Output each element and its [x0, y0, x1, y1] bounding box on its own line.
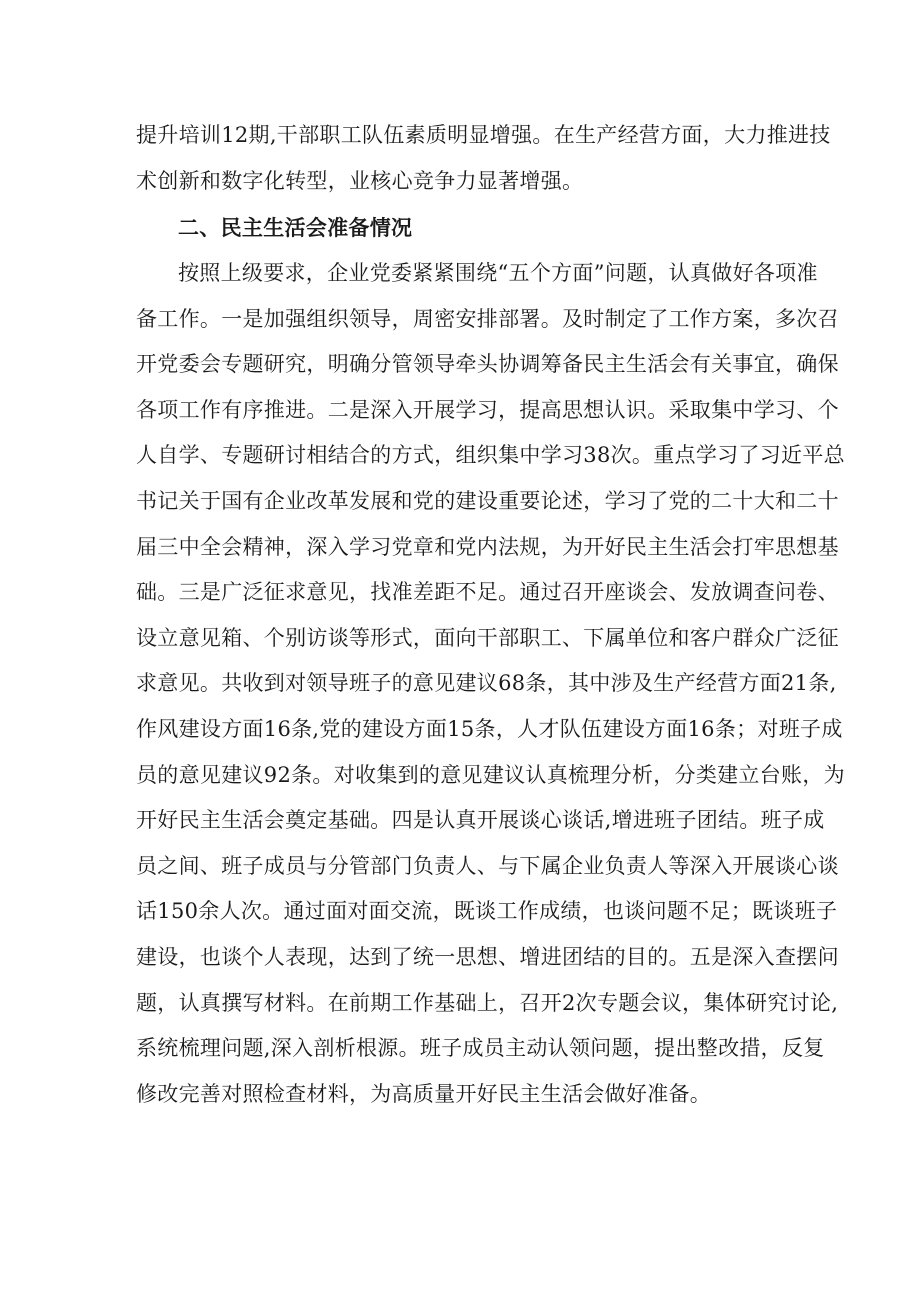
text-line: 题，认真撰写材料。在前期工作基础上，召开2次专题会议，集体研究讨论,	[136, 990, 839, 1015]
text-line: 书记关于国有企业改革发展和党的建设重要论述，学习了党的二十大和二十	[136, 488, 839, 513]
text-line: 术创新和数字化转型，业核心竞争力显著增强。	[136, 168, 584, 193]
text-line: 修改完善对照检查材料，为高质量开好民主生活会做好准备。	[136, 1081, 712, 1106]
section-heading: 二、民主生活会准备情况	[178, 215, 413, 240]
text-line: 员之间、班子成员与分管部门负责人、与下属企业负责人等深入开展谈心谈	[136, 853, 839, 878]
text-line: 话150余人次。通过面对面交流，既谈工作成绩，也谈问题不足；既谈班子	[136, 899, 838, 924]
text-line: 础。三是广泛征求意见，找准差距不足。通过召开座谈会、发放调查问卷、	[136, 580, 839, 605]
text-line: 备工作。一是加强组织领导，周密安排部署。及时制定了工作方案，多次召	[136, 306, 839, 331]
text-line: 开好民主生活会奠定基础。四是认真开展谈心谈话,增进班子团结。班子成	[136, 808, 825, 833]
text-line: 系统梳理问题,深入剖析根源。班子成员主动认领问题，提出整改措，反复	[136, 1036, 825, 1061]
text-line: 求意见。共收到对领导班子的意见建议68条，其中涉及生产经营方面21条,	[136, 671, 837, 696]
text-line: 建设，也谈个人表现，达到了统一思想、增进团结的目的。五是深入查摆问	[136, 944, 839, 969]
section-heading-block	[136, 205, 800, 251]
text-line: 作风建设方面16条,党的建设方面15条，人才队伍建设方面16条；对班子成	[136, 716, 843, 741]
text-line: 设立意见箱、个别访谈等形式，面向干部职工、下属单位和客户群众广泛征	[136, 625, 839, 650]
paragraph-continued	[136, 113, 831, 204]
text-line: 开党委会专题研究，明确分管领导牵头协调筹备民主生活会有关事宜，确保	[136, 352, 839, 377]
text-line: 人自学、专题研讨相结合的方式，组织集中学习38次。重点学习了习近平总	[136, 443, 845, 468]
text-line: 各项工作有序推进。二是深入开展学习，提高思想认识。采取集中学习、个	[136, 397, 839, 422]
text-line: 届三中全会精神，深入学习党章和党内法规，为开好民主生活会打牢思想基	[136, 534, 839, 559]
text-line: 按照上级要求，企业党委紧紧围绕“五个方面”问题，认真做好各项准	[178, 261, 818, 285]
paragraph-main	[136, 251, 845, 1117]
text-line: 提升培训12期,干部职工队伍素质明显增强。在生产经营方面，大力推进技	[136, 123, 831, 147]
text-line: 员的意见建议92条。对收集到的意见建议认真梳理分析，分类建立台账，为	[136, 762, 845, 787]
